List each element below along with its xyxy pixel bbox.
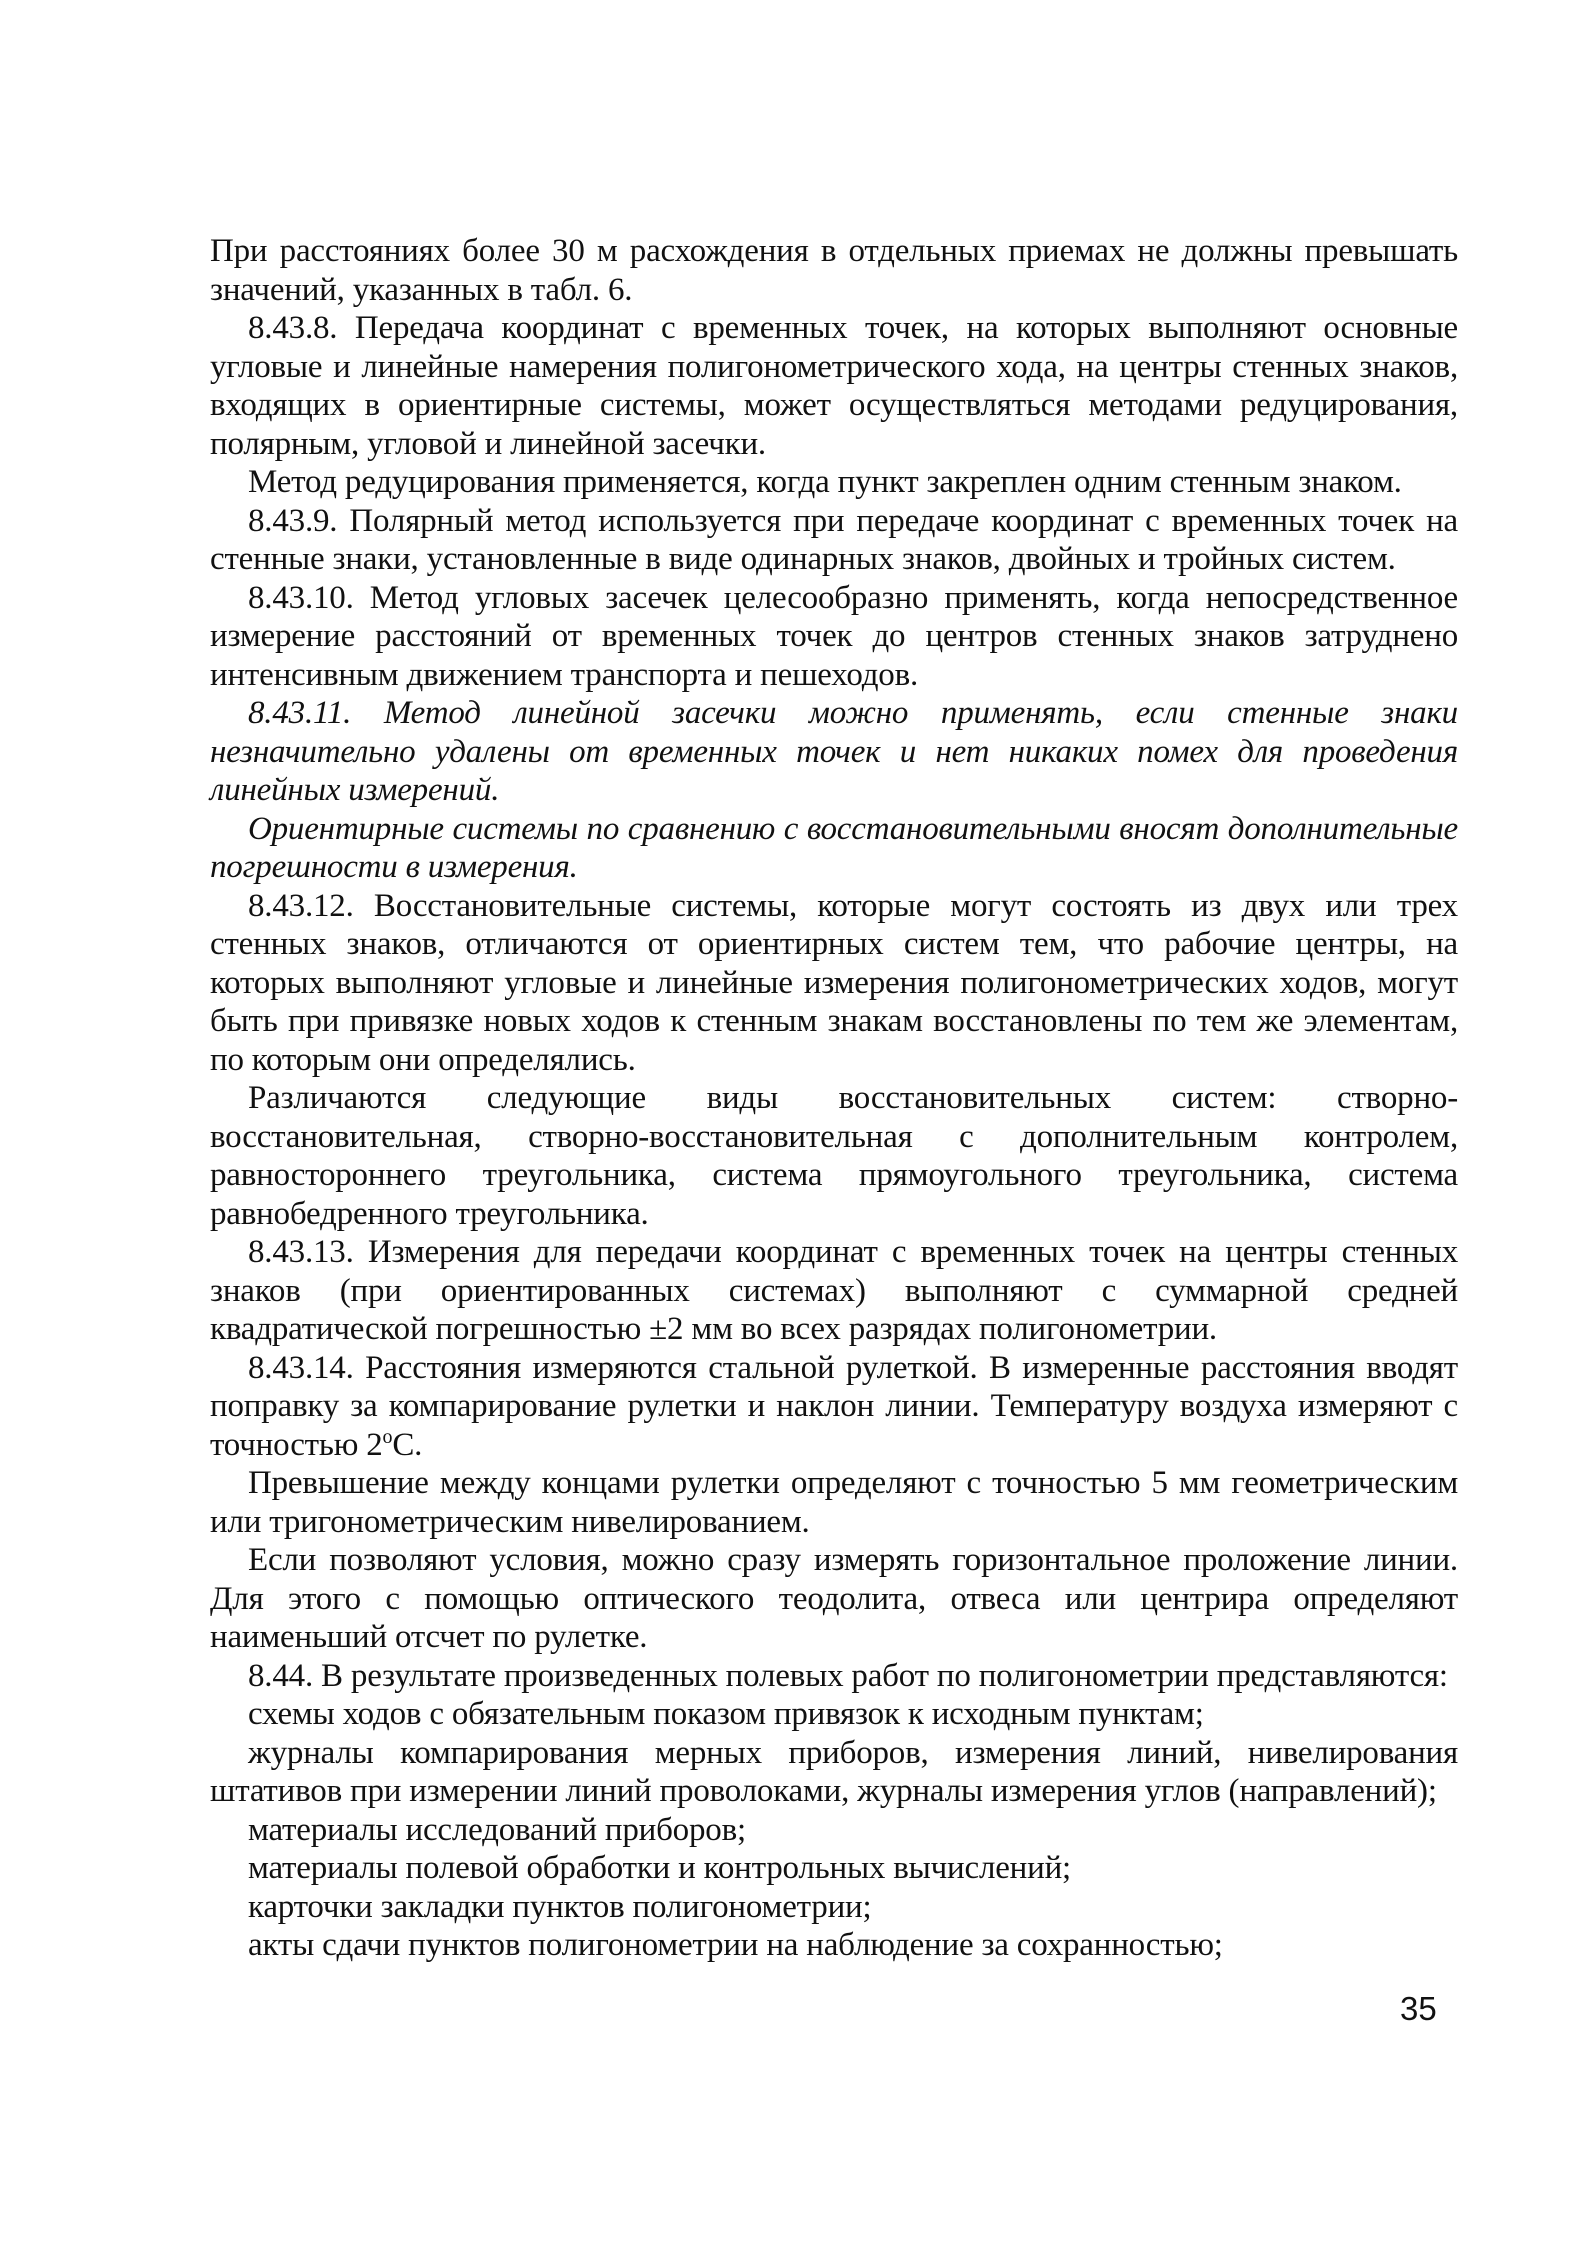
paragraph-8-43-14: [210, 1349, 1458, 1465]
paragraph-8-43-12: [210, 887, 1458, 1080]
paragraph-horizontal: [210, 1541, 1458, 1657]
paragraph-8-43-13: [210, 1233, 1458, 1349]
paragraph-text: 8.43.10. Метод угловых засечек целесообразно применять, когда непосредственное измерение расстояний от временных точек до центров стенных знаков затруднено интенсивным движением транспорта и пешеходов.: [210, 579, 1458, 693]
list-item: [210, 1888, 1458, 1927]
paragraph-text: 8.44. В результате произведенных полевых работ по полигонометрии представляются:: [248, 1657, 1448, 1694]
degree-superscript: o: [382, 1425, 393, 1448]
list-item: [210, 1811, 1458, 1850]
list-item-text: карточки закладки пунктов полигонометрии;: [248, 1888, 872, 1925]
paragraph-text: 8.43.8. Передача координат с временных точек, на которых выполняют основные угловые и линейные намерения полигонометрического хода, на центры стенных знаков, входящих в ориентирные системы, может осуществляться методами редуцирования, полярным, угловой и линейной засечки.: [210, 310, 1458, 462]
list-item: [210, 1849, 1458, 1888]
list-item: [210, 1926, 1458, 1965]
paragraph-8-44: [210, 1657, 1458, 1696]
paragraph-text: 8.43.9. Полярный метод используется при передаче координат с временных точек на стенные знаки, установленные в виде одинарных знаков, двойных и тройных систем.: [210, 502, 1458, 577]
paragraph-8-43-9: [210, 502, 1458, 579]
paragraph-system-types: [210, 1079, 1458, 1233]
paragraph-text: 8.43.12. Восстановительные системы, которые могут состоять из двух или трех стенных знаков, отличаются от ориентирных систем тем, что рабочие центры, на которых выполняют угловые и линейные измерения полигонометрических ходов, могут быть при привязке новых ходов к стенным знакам восстановлены по тем же элементам, по которым они определялись.: [210, 887, 1458, 1078]
paragraph-text: Если позволяют условия, можно сразу измерять горизонтальное проложение линии. Для этого с помощью оптического теодолита, отвеса или центрира определяют наименьший отсчет по рулетке.: [210, 1542, 1458, 1655]
paragraph-text: Ориентирные системы по сравнению с восстановительными вносят дополнительные погрешности в измерения.: [210, 810, 1458, 885]
list-item-text: материалы полевой обработки и контрольных вычислений;: [248, 1850, 1072, 1886]
paragraph-1: [210, 232, 1458, 309]
list-item: [210, 1695, 1458, 1734]
list-item-text: схемы ходов с обязательным показом привязок к исходным пунктам;: [248, 1696, 1204, 1732]
paragraph-text: 8.43.13. Измерения для передачи координат с временных точек на центры стенных знаков (при ориентированных системах) выполняют с суммарной средней квадратической погрешностью ±2 мм во всех разрядах полигонометрии.: [210, 1234, 1458, 1347]
paragraph-8-43-8: [210, 309, 1458, 463]
list-item-text: журналы компарирования мерных приборов, измерения линий, нивелирования штативов при измерении линий проволоками, журналы измерения углов (направлений);: [210, 1734, 1458, 1809]
paragraph-text: Превышение между концами рулетки определяют с точностью 5 мм геометрическим или тригонометрическим нивелированием.: [210, 1465, 1458, 1540]
paragraph-text: 8.43.14. Расстояния измеряются стальной рулеткой. В измеренные расстояния вводят поправку за компарирование рулетки и наклон линии. Температуру воздуха измеряют с точностью 2: [210, 1349, 1458, 1463]
paragraph-text: Метод редуцирования применяется, когда пункт закреплен одним стенным знаком.: [248, 464, 1402, 500]
list-item-text: материалы исследований приборов;: [248, 1811, 746, 1848]
page-number: 35: [1400, 1990, 1437, 2027]
list-item: [210, 1734, 1458, 1811]
list-item-text: акты сдачи пунктов полигонометрии на наблюдение за сохранностью;: [248, 1927, 1223, 1963]
document-page: [210, 232, 1458, 1965]
paragraph-text: При расстояниях более 30 м расхождения в отдельных приемах не должны превышать значений, указанных в табл. 6.: [210, 233, 1458, 308]
paragraph-8-43-10: [210, 579, 1458, 695]
paragraph-text: Различаются следующие виды восстановительных систем: створно-восстановительная, створно-восстановительная с дополнительным контролем, равностороннего треугольника, система прямоугольного треугольника, система равнобедренного треугольника.: [210, 1080, 1458, 1232]
paragraph-8-43-11: [210, 694, 1458, 810]
paragraph-text: 8.43.11. Метод линейной засечки можно применять, если стенные знаки незначительно удалены от временных точек и нет никаких помех для проведения линейных измерений.: [210, 695, 1458, 808]
paragraph-reduction-method: [210, 463, 1458, 502]
paragraph-orientation-systems: [210, 810, 1458, 887]
paragraph-elevation: [210, 1464, 1458, 1541]
temperature-unit: С.: [392, 1426, 423, 1463]
